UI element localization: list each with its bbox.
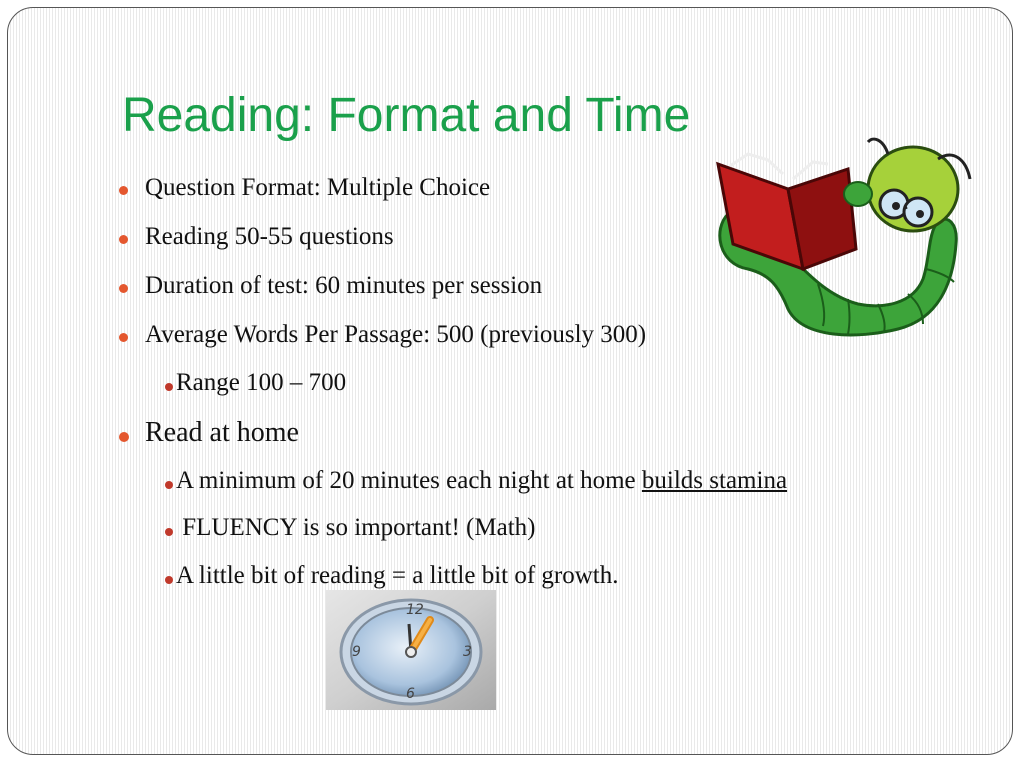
bullet-minimum-minutes-text: A minimum of 20 minutes each night at home <box>176 467 642 494</box>
svg-text:6: 6 <box>406 686 415 702</box>
bullet-growth: A little bit of reading = a little bit of growth. <box>176 562 619 589</box>
bullet-dot <box>119 186 128 195</box>
svg-text:3: 3 <box>463 644 472 660</box>
sub-bullet-dot <box>165 383 173 391</box>
sub-bullet-dot <box>165 481 173 489</box>
bullet-dot <box>119 333 128 342</box>
builds-stamina-text: builds stamina <box>641 467 788 494</box>
bullet-dot <box>119 284 128 293</box>
svg-text:9: 9 <box>352 644 361 660</box>
bullet-question-format: Question Format: Multiple Choice <box>145 174 491 201</box>
bullet-dot <box>119 432 129 442</box>
svg-text:12: 12 <box>406 602 424 618</box>
slide <box>7 7 1013 755</box>
bullet-average-words: Average Words Per Passage: 500 (previously 300) <box>145 321 647 348</box>
bullet-range: Range 100 – 700 <box>176 369 347 396</box>
sub-bullet-dot <box>165 528 173 536</box>
clock-image <box>326 590 496 710</box>
bullet-minimum-minutes <box>176 467 787 495</box>
bullet-duration: Duration of test: 60 minutes per session <box>145 272 543 299</box>
sub-bullet-dot <box>165 576 173 584</box>
bullet-dot <box>119 235 128 244</box>
slide-title: Reading: Format and Time <box>122 89 691 142</box>
bullet-reading-questions: Reading 50-55 questions <box>145 223 394 250</box>
bullet-fluency: FLUENCY is so important! (Math) <box>176 514 536 541</box>
bullet-read-at-home: Read at home <box>145 417 299 448</box>
bookworm-image <box>708 134 980 340</box>
